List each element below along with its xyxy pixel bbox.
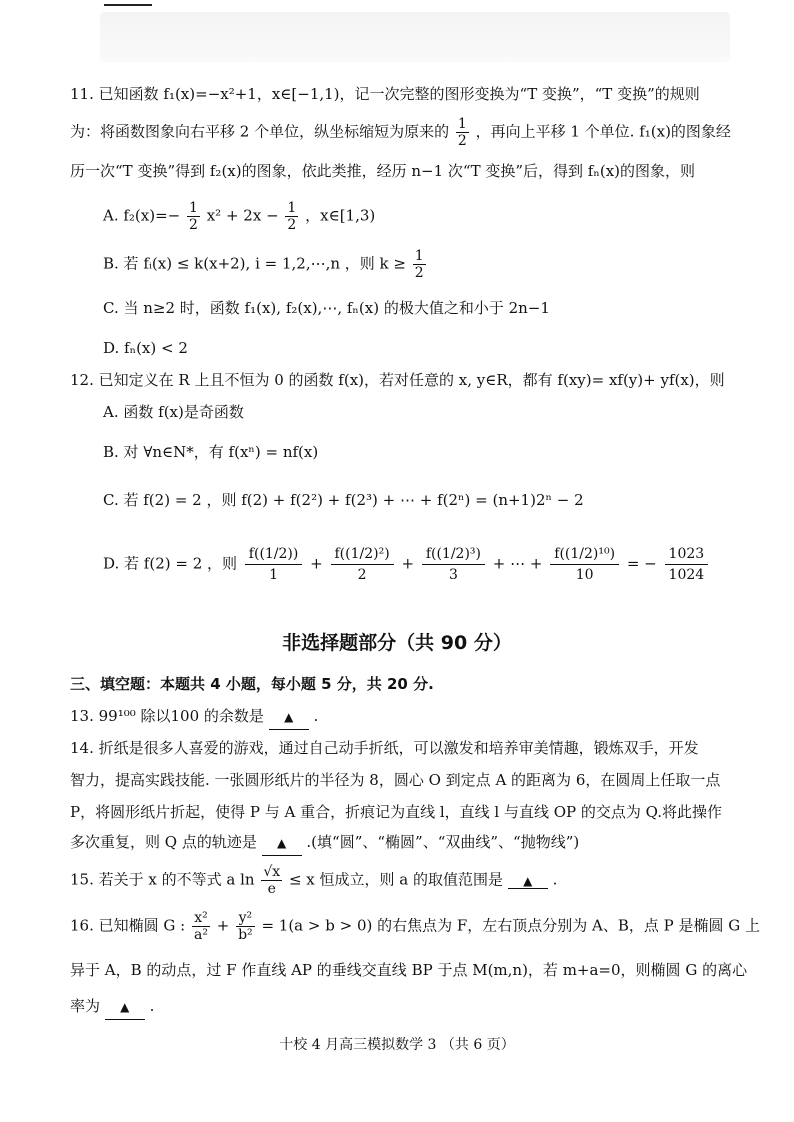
q16-x-denominator: a²	[193, 927, 208, 943]
q12-option-c: C. 若 f(2) = 2 ，则 f(2) + f(2²) + f(2³) + ⋯ + f(2ⁿ) = (n+1)2ⁿ − 2	[103, 491, 584, 509]
q15-pre: 15. 若关于 x 的不等式 a ln	[70, 870, 255, 889]
part3-heading: 三、填空题：本题共 4 小题，每小题 5 分，共 20 分.	[70, 675, 434, 693]
q12-option-d-equals: = −	[626, 554, 657, 573]
q11-line2	[70, 116, 730, 149]
q11-half-fraction	[456, 116, 469, 149]
q12-option-d-result-denominator: 1024	[668, 567, 705, 583]
q12-option-d-term3-numerator: f((1/2)³)	[422, 546, 485, 565]
q16-y-numerator: y²	[236, 910, 255, 927]
q16-line3	[70, 994, 730, 1020]
q12-line1: 12. 已知定义在 R 上且不恒为 0 的函数 f(x)，若对任意的 x, y∈R，都有 f(xy)= xf(y)+ yf(x)，则	[70, 371, 725, 389]
q12-option-d-term1	[245, 546, 303, 583]
q16-x-fraction	[192, 910, 210, 943]
q15-fraction-denominator: e	[267, 881, 276, 897]
q11-option-a-frac1-numerator: 1	[189, 200, 198, 216]
q16-answer-blank: ▲	[105, 995, 145, 1020]
q12-option-d-term4-numerator: f((1/2)¹⁰)	[550, 546, 619, 565]
q16-y-denominator: b²	[238, 927, 253, 943]
q16-x-numerator: x²	[192, 910, 210, 927]
q11-half-numerator: 1	[457, 116, 467, 132]
q11-line2-text-b: ，再向上平移 1 个单位. f₁(x)的图象经	[475, 122, 731, 141]
q13-end: .	[313, 707, 319, 725]
q15-end: .	[552, 870, 558, 889]
q11-line1: 11. 已知函数 f₁(x)=−x²+1，x∈[−1,1)，记一次完整的图形变换为“T 变换”，“T 变换”的规则	[70, 85, 700, 103]
q15-fraction	[261, 864, 282, 897]
q12-option-d-term3	[422, 546, 485, 583]
q16-line1-post: = 1(a > b > 0) 的右焦点为 F，左右顶点分别为 A、B，点 P 是椭圆 G 上	[261, 916, 761, 935]
q12-option-d-term1-denominator: 1	[269, 567, 279, 583]
q14-answer-blank: ▲	[262, 831, 302, 856]
q11-half-denominator: 2	[457, 133, 467, 149]
q12-option-d-result-numerator: 1023	[665, 546, 709, 565]
q12-option-b: B. 对 ∀n∈N*，有 f(xⁿ) = nf(x)	[103, 443, 319, 461]
q16-line2: 异于 A，B 的动点，过 F 作直线 AP 的垂线交直线 BP 于点 M(m,n)，若 m+a=0，则椭圆 G 的离心	[70, 961, 748, 979]
q14-line4	[70, 830, 730, 856]
q11-option-b-pre: B. 若 fᵢ(x) ≤ k(x+2), i = 1,2,⋯,n ，则 k ≥	[103, 254, 406, 273]
q11-option-a-frac2	[285, 200, 298, 233]
q12-option-d-result	[665, 546, 709, 583]
q11-option-a-frac1	[187, 200, 200, 233]
q11-option-a-mid: x² + 2x −	[206, 206, 279, 225]
q14-line2: 智力，提高实践技能. 一张圆形纸片的半径为 8，圆心 O 到定点 A 的距离为 6，在圆周上任取一点	[70, 771, 721, 789]
q11-option-a-pre: A. f₂(x)=−	[103, 206, 181, 225]
q12-option-d-pre: D. 若 f(2) = 2 ，则	[103, 554, 238, 573]
q14-line4-pre: 多次重复，则 Q 点的轨迹是	[70, 833, 257, 851]
q14-line4-post: .(填“圆”、“椭圆”、“双曲线”、“抛物线”)	[306, 833, 580, 851]
q13-answer-blank: ▲	[269, 705, 309, 730]
q12-option-d-dots: + ⋯ +	[492, 554, 543, 573]
page-footer: 十校 4 月高三模拟数学 3 （共 6 页）	[279, 1037, 515, 1053]
q12-option-a: A. 函数 f(x)是奇函数	[103, 403, 244, 421]
section-title: 非选择题部分（共 90 分）	[282, 632, 512, 654]
q16-line3-post: .	[149, 997, 155, 1015]
q11-option-d: D. fₙ(x) < 2	[103, 339, 188, 357]
q13	[70, 704, 730, 730]
q11-option-c: C. 当 n≥2 时，函数 f₁(x), f₂(x),⋯, fₙ(x) 的极大值之和小于 2n−1	[103, 299, 550, 317]
q11-option-b-frac-denominator: 2	[414, 265, 424, 281]
q14-line1: 14. 折纸是很多人喜爱的游戏，通过自己动手折纸，可以激发和培养审美情趣，锻炼双手，开发	[70, 739, 699, 757]
q13-text: 13. 99¹⁰⁰ 除以100 的余数是	[70, 707, 264, 725]
q16-line1	[70, 910, 761, 943]
q11-option-b	[103, 248, 763, 281]
q11-option-b-frac	[413, 248, 426, 281]
q11-option-b-frac-numerator: 1	[414, 248, 424, 264]
q14-line3: P，将圆形纸片折起，使得 P 与 A 重合，折痕记为直线 l，直线 l 与直线 OP 的交点为 Q.将此操作	[70, 803, 723, 821]
q12-option-d-plus2: +	[401, 554, 415, 573]
q12-option-d-term4	[550, 546, 619, 583]
q12-option-d-plus1: +	[310, 554, 323, 573]
q16-line1-pre: 16. 已知椭圆 G :	[70, 916, 186, 935]
q12-option-d	[103, 546, 763, 583]
q12-option-d-term2-denominator: 2	[357, 567, 367, 583]
q12-option-d-term4-denominator: 10	[575, 567, 594, 583]
q11-line2-text-a: 为：将函数图象向右平移 2 个单位，纵坐标缩短为原来的	[70, 122, 450, 141]
scan-header-area	[100, 12, 730, 62]
q11-line3: 历一次“T 变换”得到 f₂(x)的图象，依此类推，经历 n−1 次“T 变换”后，得到 fₙ(x)的图象，则	[70, 162, 696, 180]
q11-option-a	[103, 200, 763, 233]
q12-option-d-term3-denominator: 3	[448, 567, 458, 583]
q11-option-a-frac2-denominator: 2	[287, 217, 297, 233]
q16-line3-pre: 率为	[70, 997, 101, 1015]
q16-plus: +	[216, 916, 230, 935]
q11-option-a-post: ，x∈[1,3)	[305, 206, 376, 225]
q16-y-fraction	[236, 910, 255, 943]
q15	[70, 864, 730, 897]
q12-option-d-term2-numerator: f((1/2)²)	[331, 546, 394, 565]
q15-answer-blank: ▲	[508, 874, 548, 889]
top-border-mark	[104, 4, 152, 6]
q12-option-d-term1-numerator: f((1/2))	[245, 546, 303, 565]
q11-option-a-frac2-numerator: 1	[287, 200, 297, 216]
q15-post: ≤ x 恒成立，则 a 的取值范围是	[288, 870, 503, 889]
q15-fraction-numerator: √x	[263, 864, 281, 880]
q12-option-d-term2	[331, 546, 394, 583]
q11-option-a-frac1-denominator: 2	[189, 217, 198, 233]
